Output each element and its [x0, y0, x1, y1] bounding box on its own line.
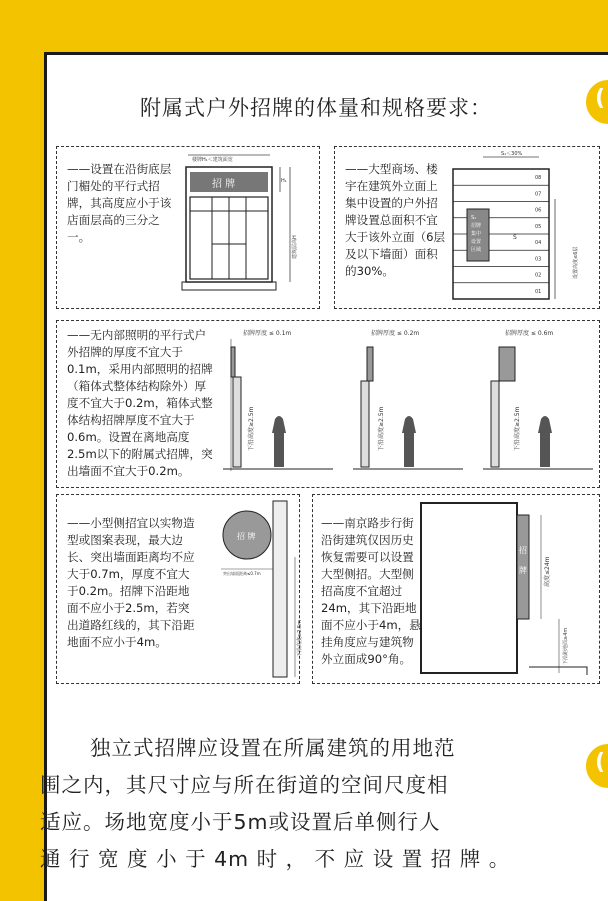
page-title: 附属式户外招牌的体量和规格要求： — [140, 96, 492, 120]
panel-mall-facade — [334, 146, 600, 309]
floor-label: 07 — [535, 191, 542, 198]
height-label: 下沿高度≥2.5m — [297, 619, 303, 657]
top-yellow-strip — [0, 0, 608, 52]
dim-height-label: 建筑层高H — [292, 235, 298, 259]
paragraph-line: 独立式招牌应设置在所属建筑的用地范 — [90, 736, 456, 760]
storefront-diagram — [172, 149, 322, 304]
panel-large-side-sign — [312, 494, 600, 684]
area-s-label: S — [513, 234, 517, 241]
paragraph-line: 围之内，其尺寸应与所在街道的空间尺度相 — [40, 773, 449, 797]
left-yellow-border — [0, 0, 40, 901]
floor-label: 05 — [535, 223, 542, 230]
area-label: 招牌 — [471, 223, 482, 229]
low-height-label: 下沿距地面≥4m — [563, 627, 569, 665]
panel-text: ——南京路步行街沿街建筑仅因历史恢复需要可以设置大型侧招。大型侧招高度不宜超过24m，其下沿距地面不应小于4m，悬挂角度应与建筑物外立面成90°角。 — [321, 516, 421, 666]
height-label: 下沿高度≥2.5m — [514, 406, 521, 451]
area-label: 设置 — [471, 239, 482, 245]
panel-text: ——无内部照明的平行式户外招牌的厚度不宜大于0.1m，采用内部照明的招牌（箱体式整体结构除外）厚度不宜大于0.2m，箱体式整体结构招牌厚度不宜大于0.6m。设置在离地高度2.5m以下的附属式招牌，突出墙面不宜大于0.2m。 — [67, 328, 213, 478]
thickness-label: 招牌厚度 ≤ 0.2m — [371, 330, 420, 337]
area-label: 区域 — [471, 247, 482, 253]
floor-label: 01 — [535, 288, 542, 295]
quote-bubble-icon: ( — [584, 742, 608, 790]
floor-label: 04 — [535, 240, 542, 247]
height-label: 下沿高度≥2.5m — [378, 406, 385, 451]
sign-label: 招 — [519, 546, 527, 555]
dim-height-label: 设置高度≤6层 — [573, 246, 579, 279]
paragraph-line: 通 行 宽 度 小 于 4m 时 ， 不 应 设 置 招 牌 。 — [40, 847, 511, 871]
panel-sign-thickness — [56, 320, 600, 488]
panel-text: ——小型侧招宜以实物造型或图案表现，最大边长、突出墙面距离均不应大于0.7m，厚度不宜大于0.2m。招牌下沿距地面不应小于2.5m，若突出道路红线的，其下沿距地面不应小于4m。 — [67, 516, 195, 649]
large-side-sign-diagram — [417, 497, 597, 683]
panel-text: ——大型商场、楼宇在建筑外立面上集中设置的户外招牌设置总面积不宜大于该外立面（6层及以下墙面）面积的30%。 — [345, 162, 446, 278]
paragraph-line: 适应。场地宽度小于5m或设置后单侧行人 — [40, 810, 441, 834]
thickness-diagram-2 — [353, 323, 473, 483]
height-label: 高度≤24m — [544, 556, 551, 587]
dim-area-label: S₁＜30% — [501, 151, 523, 157]
area-label: S₁ — [471, 215, 477, 221]
body-paragraph — [40, 730, 560, 878]
quote-bubble-icon: ( — [584, 78, 608, 126]
sign-label: 牌 — [519, 566, 527, 575]
thickness-label: 招牌厚度 ≤ 0.6m — [505, 330, 554, 337]
sign-label: 招 牌 — [237, 532, 256, 541]
panel-text: ——设置在沿街底层门楣处的平行式招牌，其高度应小于该店面层高的三分之一。 — [67, 162, 172, 244]
dim-width-label: 楼牌H₁＜建筑面宽 — [192, 157, 233, 163]
facade-diagram — [443, 149, 593, 309]
edge-label: 突出墙面距离≤0.7m — [223, 571, 261, 576]
height-label: 下沿高度≥2.5m — [248, 406, 255, 451]
floor-label: 06 — [535, 207, 542, 214]
thickness-label: 招牌厚度 ≤ 0.1m — [243, 330, 292, 337]
side-sign-diagram — [197, 497, 307, 683]
floor-label: 02 — [535, 272, 542, 279]
thickness-diagram-1 — [223, 323, 343, 483]
panel-small-side-sign — [56, 494, 303, 684]
floor-label: 03 — [535, 256, 542, 263]
dim-h1-label: H₁ — [281, 178, 287, 184]
thickness-diagram-3 — [483, 323, 603, 483]
sign-label: 招 牌 — [212, 179, 236, 190]
panel-storefront — [56, 146, 320, 309]
floor-label: 08 — [535, 175, 542, 182]
area-label: 集中 — [471, 231, 482, 237]
